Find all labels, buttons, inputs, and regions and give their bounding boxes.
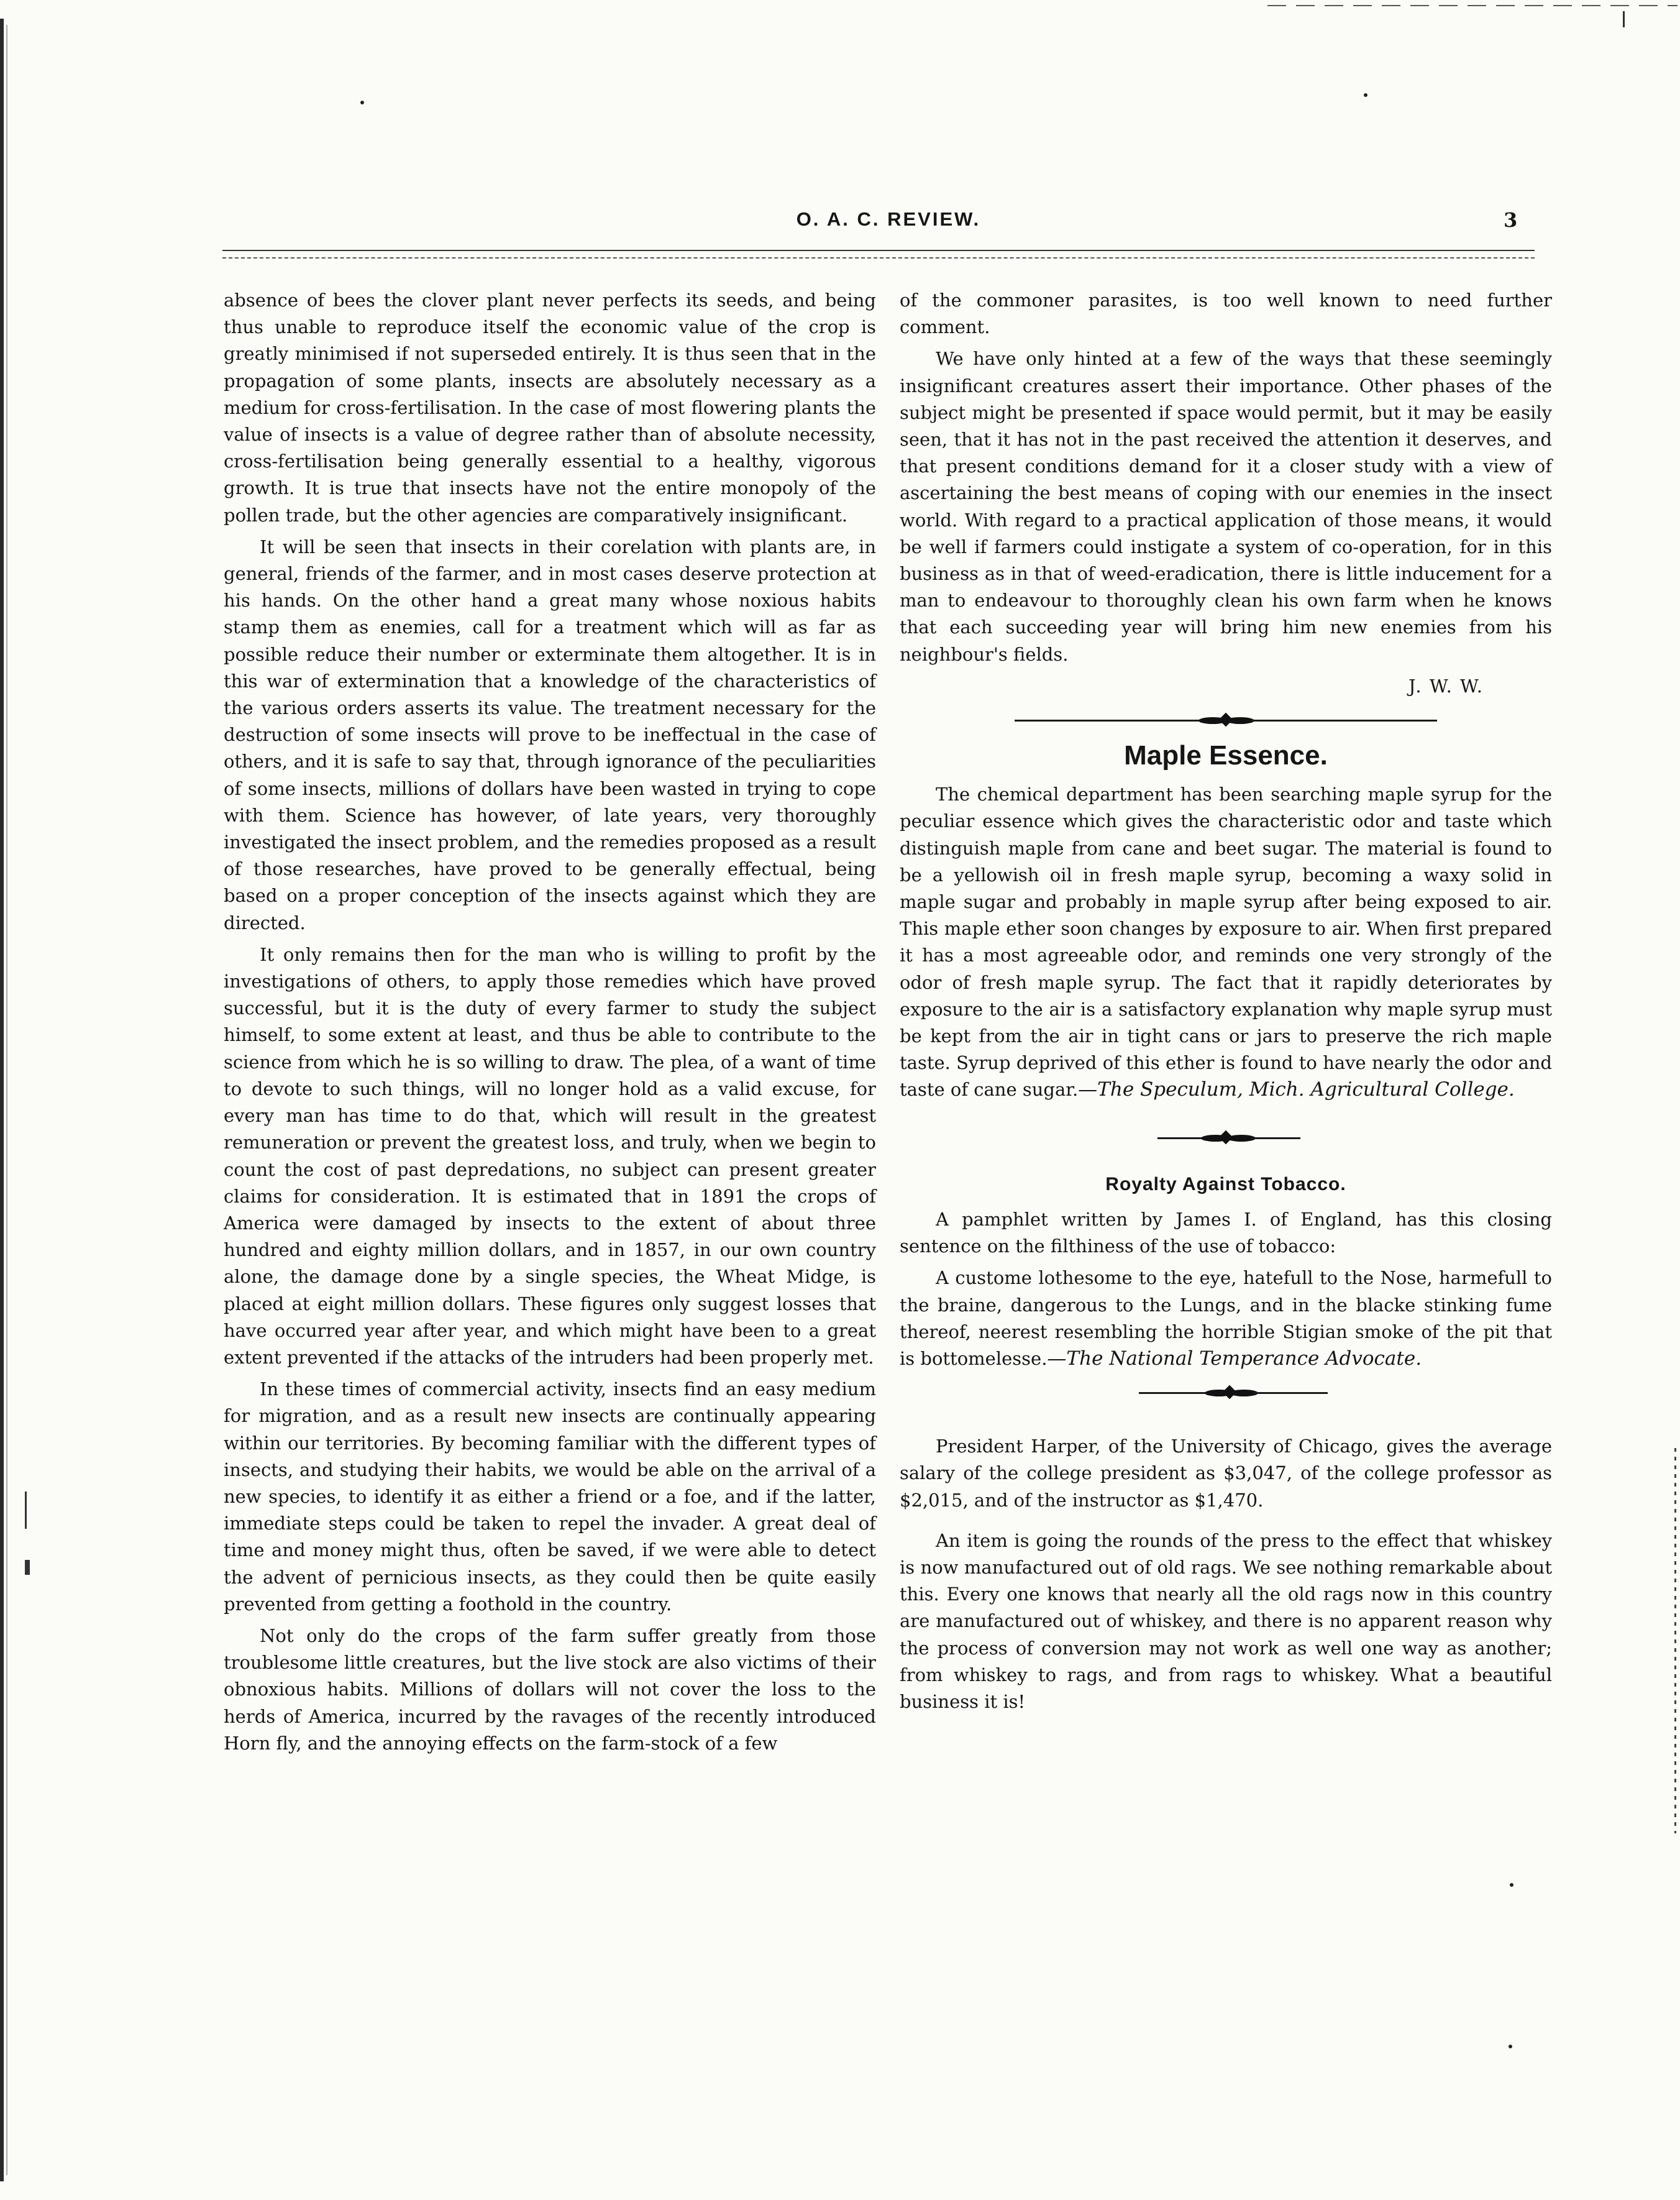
scan-mark bbox=[1623, 11, 1625, 27]
right-column bbox=[900, 287, 1552, 1720]
tobacco-heading: Royalty Against Tobacco. bbox=[1105, 1173, 1346, 1194]
speckle bbox=[1510, 1883, 1513, 1887]
left-column bbox=[224, 287, 876, 1762]
maple-body: The chemical department has been searching maple syrup for the peculiar essence which gives the characteristic odor and taste which distinguish maple from cane and beet sugar. The material is found to be a yellowish oil in fresh maple syrup, becoming a waxy solid in maple sugar and probably in maple syrup after being exposed to air. This maple ether soon changes by exposure to air. When first prepared it has a most agreeable odor, and reminds one very strongly of the odor of fresh maple syrup. The fact that it rapidly deteriorates by exposure to the air is a satisfactory explanation why maple syrup must be kept from the air in tight cans or jars to preserve the rich maple taste. Syrup deprived of this ether is found to have nearly the odor and taste of cane sugar. bbox=[900, 784, 1552, 1101]
section-ornament bbox=[1120, 1386, 1331, 1401]
header-rule-dashed bbox=[222, 257, 1535, 259]
page-number: 3 bbox=[1504, 208, 1518, 232]
article-paragraph: In these times of commercial activity, insects find an easy medium for migration, and as a result new insects are continually appearing within our territories. By becoming familiar with the different types of insects, and studying their habits, we would be able on the arrival of a new species, to identify it as either a friend or a foe, and if the latter, immediate steps could be taken to repel the invader. A great deal of time and money might thus, often be saved, if we were able to detect the advent of pernicious insects, as they could then be quite easily prevented from getting a foothold in the country. bbox=[224, 1378, 876, 1615]
whiskey-paragraph: An item is going the rounds of the press to the effect that whiskey is now manufactured out of old rags. We see nothing remarkable about this. Every one knows that nearly all the old rags now in this country are manufactured out of whiskey, and there is no apparent reason why the process of conversion may not work as well one way as another; from whiskey to rags, and from rags to whiskey. What a beautiful business it is! bbox=[900, 1529, 1552, 1712]
speckle bbox=[1364, 93, 1367, 97]
article-paragraph: Not only do the crops of the farm suffer greatly from those troublesome little creatures, but the live stock are also victims of their obnoxious habits. Millions of dollars will not cover the loss to the herds of America, incurred by the ravages of the recently introduced Horn fly, and the annoying effects on the farm-stock of a few bbox=[224, 1625, 876, 1754]
maple-heading: Maple Essence. bbox=[1124, 740, 1328, 771]
author-signature: J. W. W. bbox=[1408, 675, 1484, 697]
article-paragraph: It will be seen that insects in their corelation with plants are, in general, friends of the farmer, and in most cases deserve protection at his hands. On the other hand a great many whose noxious habits stamp them as enemies, call for a treatment which will as far as possible reduce their number or exterminate them altogether. It is in this war of extermination that a knowledge of the characteristics of the various orders asserts its value. The treatment necessary for the destruction of some insects will prove to be ineffectual in the case of others, and it is safe to say that, through ignorance of the peculiarities of some insects, millions of dollars have been wasted in trying to cope with them. Science has however, of late years, very thoroughly investigated the insect problem, and the remedies proposed as a result of those researches, have proved to be generally effectual, being based on a proper conception of the insects against which they are directed. bbox=[224, 536, 876, 933]
running-head: O. A. C. REVIEW. bbox=[796, 208, 981, 230]
maple-source: —The Speculum, Mich. Agricultural College. bbox=[1078, 1078, 1515, 1101]
tobacco-intro: A pamphlet written by James I. of England, has this closing sentence on the filthiness of the use of tobacco: bbox=[900, 1208, 1552, 1257]
article-paragraph: absence of bees the clover plant never perfects its seeds, and being thus unable to reproduce itself the economic value of the crop is greatly minimised if not superseded entirely. It is thus seen that in the propagation of some plants, insects are absolutely necessary as a medium for cross-fertilisation. In the case of most flowering plants the value of insects is a value of degree rather than of absolute necessity, cross-fertilisation being generally essential to a healthy, vigorous growth. It is true that insects have not the entire monopoly of the pollen trade, but the other agencies are comparatively insignificant. bbox=[224, 290, 876, 526]
speckle bbox=[360, 101, 364, 104]
tobacco-quote bbox=[900, 1265, 1552, 1372]
maple-paragraph bbox=[900, 781, 1552, 1103]
header-rule bbox=[222, 250, 1535, 251]
scan-mark bbox=[25, 1492, 27, 1529]
scan-mark bbox=[25, 1560, 30, 1575]
article-continuation: of the commoner parasites, is too well known to need further comment. bbox=[900, 290, 1552, 338]
tobacco-source: —The National Temperance Advocate. bbox=[1047, 1347, 1422, 1370]
article-paragraph: It only remains then for the man who is willing to profit by the investigations of others, to apply those remedies which have proved successful, but it is the duty of every farmer to study the subject himself, to some extent at least, and thus be able to contribute to the science from which he is so willing to draw. The plea, of a want of time to devote to such things, will no longer hold as a valid excuse, for every man has time to do that, which will result in the greatest remuneration or prevent the greatest loss, and truly, when we begin to count the cost of past depredations, no subject can present greater claims for consideration. It is estimated that in 1891 the crops of America were damaged by insects to the extent of about three hundred and eighty million dollars, and in 1857, in our own country alone, the damage done by a single species, the Wheat Midge, is placed at eight million dollars. These figures only suggest losses that have occurred year after year, and which might have been to a great extent prevented if the attacks of the intruders had been properly met. bbox=[224, 943, 876, 1368]
salary-paragraph: President Harper, of the University of Chicago, gives the average salary of the college president as $3,047, of the college professor as $2,015, and of the instructor as $1,470. bbox=[900, 1436, 1552, 1511]
speckle bbox=[1509, 2045, 1512, 2048]
scan-left-shadow bbox=[6, 25, 7, 2175]
scan-right-edge bbox=[1674, 1448, 1676, 1833]
section-ornament bbox=[1015, 713, 1437, 728]
article-paragraph: We have only hinted at a few of the ways that these seemingly insignificant creatures assert their importance. Other phases of the subject might be presented if space would permit, but it may be easily seen, that it has not in the past received the attention it deserves, and that present conditions demand for it a closer study with a view of ascertaining the best means of coping with our enemies in the insect world. With regard to a practical application of those means, it would be well if farmers could instigate a system of co-operation, for in this business as in that of weed-eradication, there is little inducement for a man to endeavour to thoroughly clean his own farm when he knows that each succeeding year will bring him new enemies from his neighbour's fields. bbox=[900, 348, 1552, 665]
tobacco-quote-text: A custome lothesome to the eye, hatefull to the Nose, harmefull to the braine, dangerous to the Lungs, and in the blacke stinking fume thereof, neerest resembling the horrible Stigian smoke of the pit that is bottomelesse. bbox=[900, 1267, 1552, 1369]
scan-left-edge bbox=[0, 19, 4, 2181]
scan-top-edge bbox=[1267, 5, 1678, 6]
section-ornament bbox=[1133, 1131, 1319, 1146]
